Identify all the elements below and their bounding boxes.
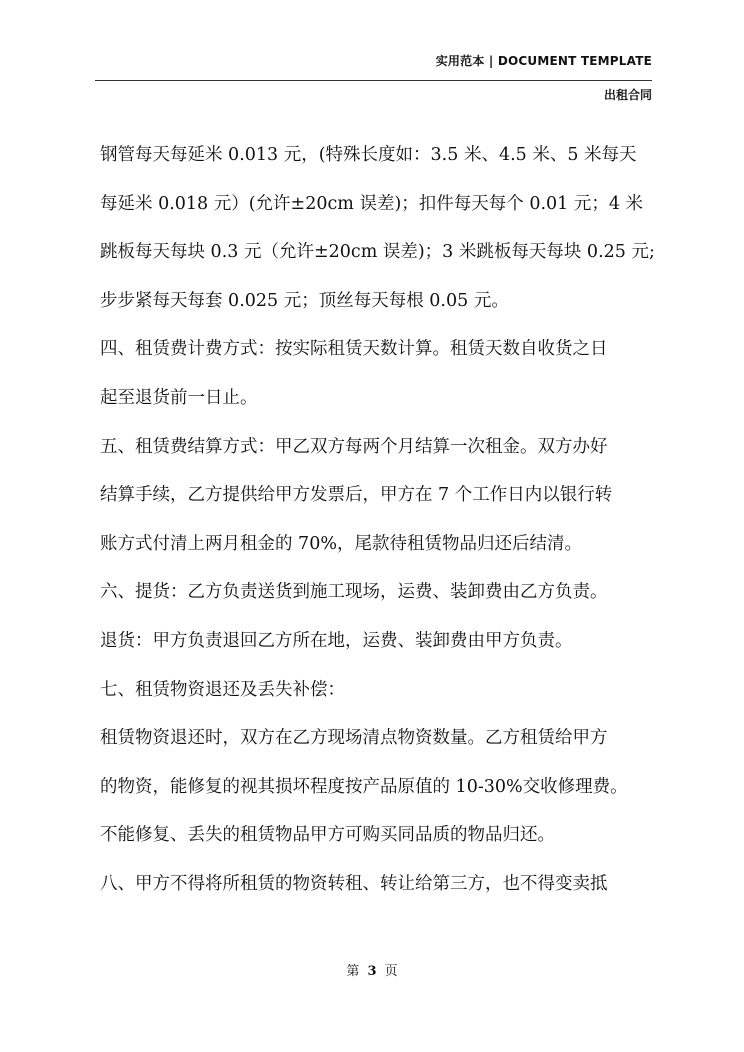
text-line: 钢管每天每延米 0.013 元，(特殊长度如：3.5 米、4.5 米、5 米每天 — [100, 145, 637, 165]
page-footer — [0, 962, 744, 982]
header-subtitle: 出租合同 — [603, 88, 652, 102]
text-line: 每延米 0.018 元）(允许±20cm 误差)；扣件每天每个 0.01 元；4 米 — [100, 193, 644, 214]
text-line: 起至退货前一日止。 — [100, 387, 258, 408]
text-line: 七、租赁物资退还及丢失补偿： — [100, 679, 345, 700]
document-body — [100, 131, 658, 909]
text-line: 不能修复、丢失的租赁物品甲方可购买同品质的物品归还。 — [100, 825, 555, 846]
text-line: 的物资，能修复的视其损坏程度按产品原值的 10-30%交收修理费。 — [100, 776, 628, 797]
header-title: 实用范本 | DOCUMENT TEMPLATE — [435, 54, 652, 68]
page-number: 3 — [367, 964, 377, 979]
text-line: 租赁物资退还时，双方在乙方现场清点物资数量。乙方租赁给甲方 — [100, 728, 608, 749]
header-divider — [95, 80, 652, 81]
page-header — [95, 52, 652, 104]
text-line: 账方式付清上两月租金的 70%，尾款待租赁物品归还后结清。 — [100, 533, 582, 554]
text-line: 四、租赁费计费方式：按实际租赁天数计算。租赁天数自收货之日 — [100, 339, 608, 360]
text-line: 结算手续，乙方提供给甲方发票后，甲方在 7 个工作日内以银行转 — [100, 485, 613, 506]
footer-prefix: 第 — [346, 964, 360, 979]
text-line: 跳板每天每块 0.3 元（允许±20cm 误差)；3 米跳板每天每块 0.25 元; — [100, 242, 655, 263]
text-line: 六、提货：乙方负责送货到施工现场，运费、装卸费由乙方负责。 — [100, 582, 608, 603]
footer-suffix: 页 — [384, 964, 398, 979]
text-line: 八、甲方不得将所租赁的物资转租、转让给第三方，也不得变卖抵 — [100, 873, 608, 894]
text-line: 五、租赁费结算方式：甲乙双方每两个月结算一次租金。双方办好 — [100, 436, 608, 457]
text-line: 步步紧每天每套 0.025 元；顶丝每天每根 0.05 元。 — [100, 290, 509, 311]
text-line: 退货：甲方负责退回乙方所在地，运费、装卸费由甲方负责。 — [100, 630, 573, 651]
